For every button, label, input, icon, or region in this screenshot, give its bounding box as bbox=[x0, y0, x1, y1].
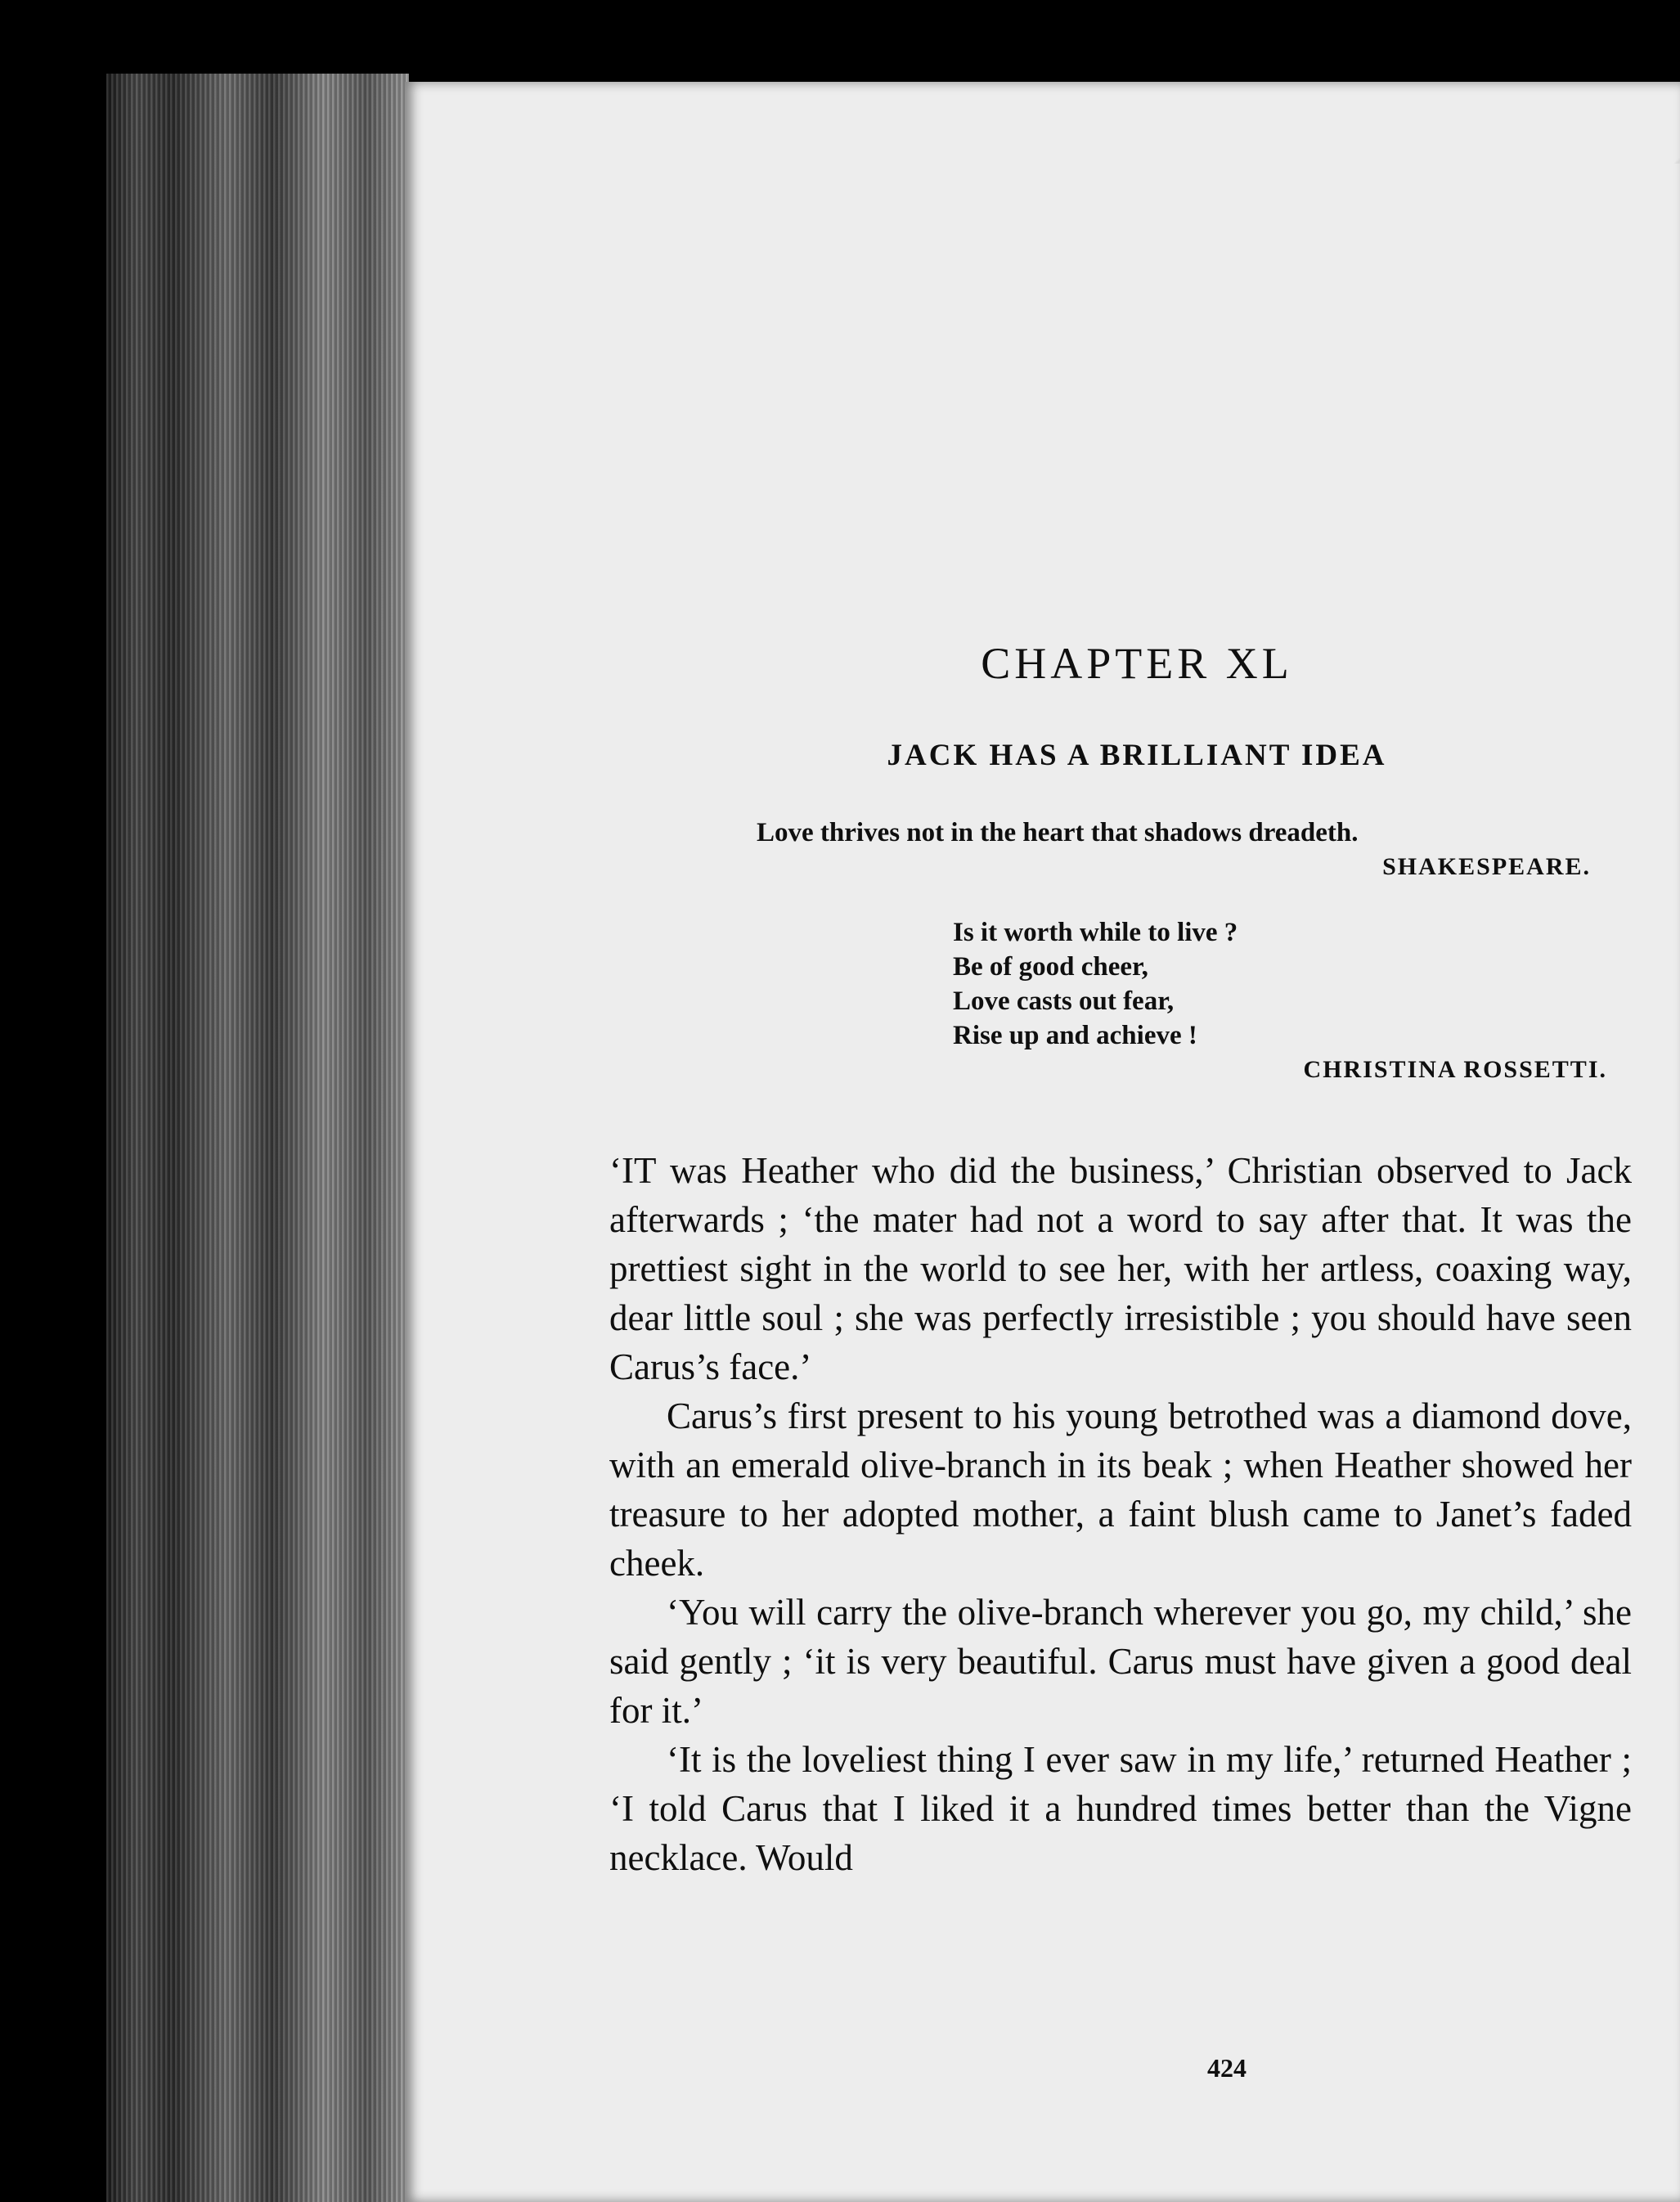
book-spine bbox=[106, 74, 409, 2202]
paragraph: ‘You will carry the olive-branch wherever you go, my child,’ she said gently ; ‘it is very beautiful. Carus must have given a good deal for it.’ bbox=[609, 1592, 1632, 1731]
chapter-title: CHAPTER XL bbox=[981, 639, 1293, 688]
page-number: 424 bbox=[1207, 2053, 1247, 2083]
poem-line: Be of good cheer, bbox=[953, 952, 1148, 982]
poem-line: Love casts out fear, bbox=[953, 986, 1175, 1016]
paragraph: ‘IT was Heather who did the business,’ Christian observed to Jack afterwards ; ‘the mater had not a word to say after that. It was the prettiest sight in the world to see her, with her artless, coaxing way, dear little soul ; she was perfectly irresistible ; you should have seen Carus’s face.’ bbox=[609, 1150, 1632, 1387]
page-content bbox=[609, 638, 1632, 2083]
epigraph-rossetti bbox=[609, 915, 1632, 1087]
poem-line: Is it worth while to live ? bbox=[953, 918, 1238, 947]
epigraph-line: Love thrives not in the heart that shadows dreadeth. bbox=[757, 818, 1359, 847]
body-text bbox=[609, 1146, 1632, 1882]
page-crease bbox=[1664, 82, 1680, 164]
epigraph-attribution: SHAKESPEARE. bbox=[1382, 853, 1591, 880]
poem-line: Rise up and achieve ! bbox=[953, 1021, 1197, 1050]
epigraph-attribution: CHRISTINA ROSSETTI. bbox=[1303, 1056, 1607, 1083]
paragraph: Carus’s first present to his young betrothed was a diamond dove, with an emerald olive-branch in its beak ; when Heather showed her treasure to her adopted mother, a faint blush came to Janet’s faded cheek. bbox=[609, 1395, 1632, 1584]
book-page bbox=[405, 82, 1680, 2202]
chapter-subtitle: JACK HAS A BRILLIANT IDEA bbox=[887, 739, 1387, 772]
poem bbox=[953, 915, 1632, 1053]
paragraph: ‘It is the loveliest thing I ever saw in my life,’ returned Heather ; ‘I told Carus that I liked it a hundred times better than the Vigne necklace. Would bbox=[609, 1739, 1632, 1878]
epigraph-shakespeare bbox=[609, 816, 1632, 884]
